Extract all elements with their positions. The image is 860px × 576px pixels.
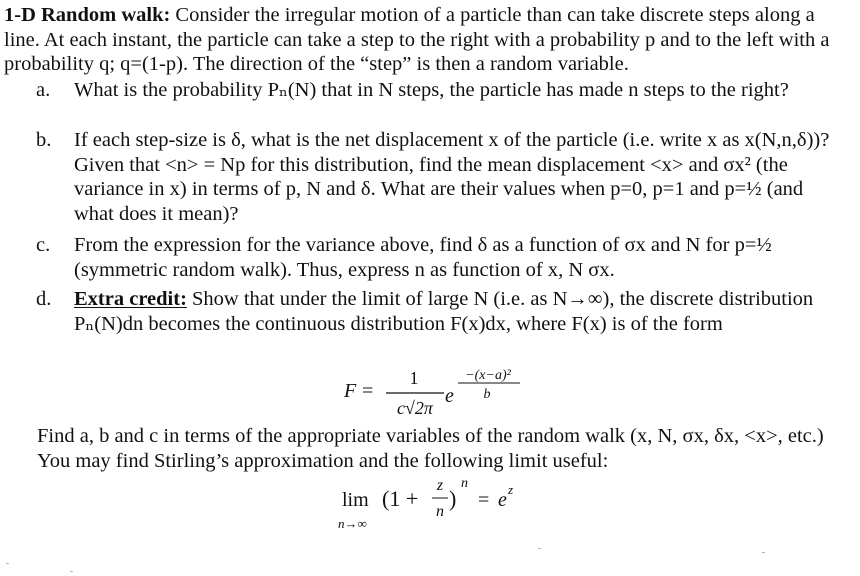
question-b-text: If each step-size is δ, what is the net displacement x of the particle (i.e. write x as x(N,n,δ))? Given that <n> = Np for this distribution, find the mean displacement <x> and σx² (the variance in x) in terms of p, N and δ. What are their values when p=0, p=1 and p=½ (and what does it mean)?	[74, 129, 830, 225]
question-a-label: a.	[36, 79, 51, 101]
question-c-label: c.	[36, 234, 51, 256]
question-c-text: From the expression for the variance above, find δ as a function of σx and N for p=½ (symmetric random walk). Thus, express n as function of x, N σx.	[74, 234, 772, 281]
eq-lim-frac-num: z	[436, 477, 444, 494]
question-d-text: Show that under the limit of large N (i.e. as N→∞), the discrete distribution Pₙ(N)dn becomes the continuous distribution F(x)dx, where F(x) is of the form	[74, 288, 814, 335]
eq-f-numerator: 1	[409, 368, 419, 388]
eq-f-denominator: c√2π	[397, 398, 433, 418]
eq-f-equals: =	[362, 380, 374, 402]
eq-f-exp-numerator: −(x−a)²	[465, 368, 511, 383]
scan-artifact	[762, 552, 765, 553]
eq-f-base: e	[445, 385, 454, 407]
eq-lim-frac-den: n	[436, 503, 444, 520]
question-b-label: b.	[36, 129, 52, 151]
question-a-text: What is the probability Pₙ(N) that in N steps, the particle has made n steps to the right?	[74, 79, 789, 101]
eq-lim-power: n	[461, 476, 468, 491]
gaussian-equation	[340, 366, 560, 422]
limit-equation	[338, 476, 558, 532]
extra-credit-label: Extra credit:	[74, 288, 187, 310]
scan-artifact	[70, 571, 73, 572]
eq-lim-rhs: e	[498, 489, 507, 511]
eq-lim-open: (1 +	[382, 486, 419, 511]
question-d-body	[74, 287, 846, 336]
question-d-label: d.	[36, 288, 52, 310]
intro-paragraph	[4, 3, 852, 77]
intro-text: Consider the irregular motion of a particle than can take discrete steps along a line. At each instant, the particle can take a step to the right with a probability p and to the left with a probability q; q=(1-p). The direction of the “step” is then a random variable.	[4, 4, 830, 76]
eq-f-exp-denominator: b	[483, 387, 491, 402]
eq-lim-equals: =	[478, 489, 490, 511]
intro-heading: 1-D Random walk:	[4, 4, 171, 26]
eq-lim-text: lim	[342, 489, 369, 511]
eq-f-lhs: F	[344, 380, 357, 402]
scan-artifact	[538, 548, 541, 549]
scan-artifact	[6, 563, 9, 564]
eq-lim-close: )	[449, 486, 457, 511]
eq-lim-rhs-power: z	[508, 482, 514, 497]
find-paragraph: Find a, b and c in terms of the appropriate variables of the random walk (x, N, σx, δx, <x>, etc.) You may find Stirling’s approximation and the following limit useful:	[37, 425, 824, 472]
eq-lim-subscript: n→∞	[338, 516, 367, 531]
